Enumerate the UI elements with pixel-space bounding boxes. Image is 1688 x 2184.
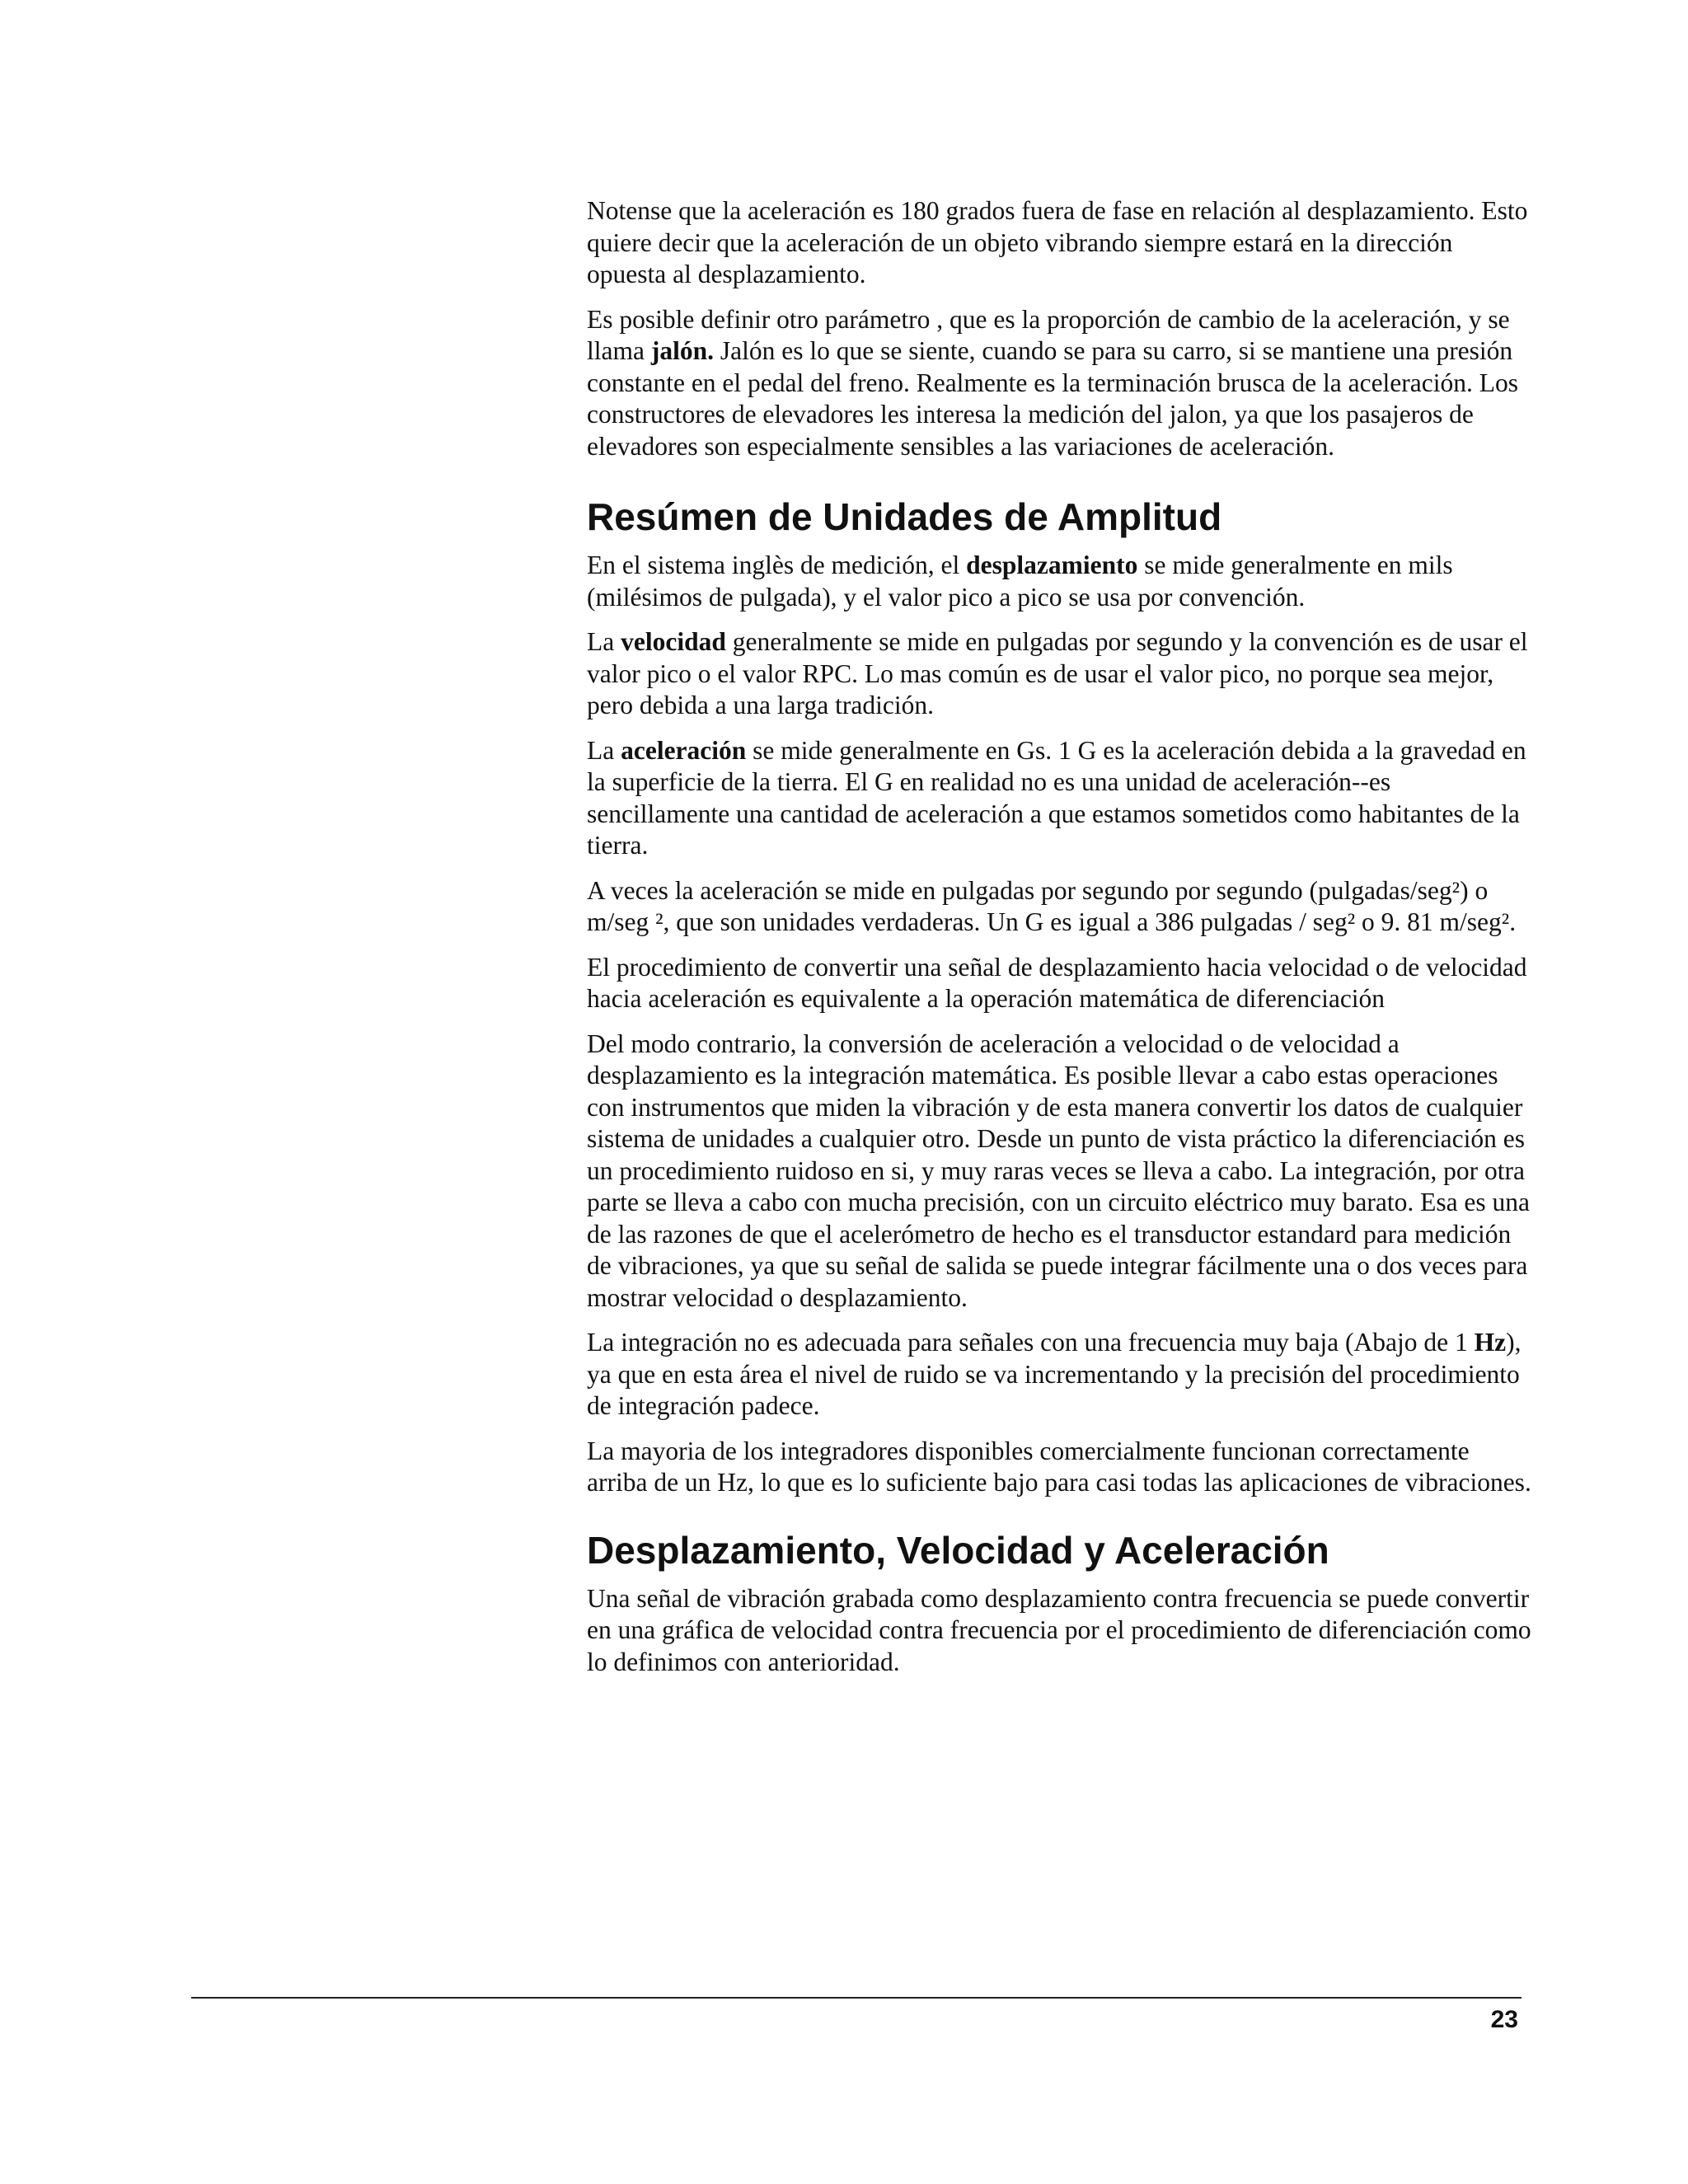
paragraph-displacement-text-a: En el sistema inglès de medición, el bbox=[587, 551, 967, 579]
term-desplazamiento: desplazamiento bbox=[966, 551, 1138, 579]
paragraph-vibration-signal: Una señal de vibración grabada como desplazamiento contra frecuencia se puede convertir en una gráfica de velocidad contra frecuencia por el procedimiento de diferenciación como lo definimos con anterioridad. bbox=[587, 1583, 1531, 1676]
section-heading-amplitude-units: Resúmen de Unidades de Amplitud bbox=[587, 495, 1222, 538]
paragraph-velocity bbox=[587, 626, 1535, 722]
paragraph-differentiation: El procedimiento de convertir una señal de desplazamiento hacia velocidad o de velocidad hacia aceleración es equivalente a la operación matemática de diferenciación bbox=[587, 952, 1527, 1013]
term-aceleracion: aceleración bbox=[621, 735, 747, 765]
paragraph-velocity-text-a: La bbox=[587, 627, 621, 656]
paragraph-acceleration-text-a: La bbox=[587, 735, 621, 765]
paragraph-acceleration bbox=[587, 735, 1535, 862]
paragraph-low-frequency-text-c: ), ya que en esta área el nivel de ruido se va incrementando y la precisión del procedimiento de integración padece. bbox=[587, 1328, 1522, 1420]
term-hz: Hz bbox=[1474, 1328, 1507, 1357]
page-body bbox=[587, 195, 1535, 1691]
paragraph-low-frequency bbox=[587, 1327, 1535, 1422]
paragraph-displacement bbox=[587, 550, 1535, 613]
page-number: 23 bbox=[1490, 2006, 1518, 2033]
paragraph-displacement-text-c: se mide generalmente en mils (milésimos de pulgada), y el valor pico a pico se usa por convención. bbox=[587, 551, 1453, 612]
term-velocidad: velocidad bbox=[621, 627, 726, 656]
term-jalon: jalón. bbox=[650, 336, 714, 365]
paragraph-integrators: La mayoria de los integradores disponibles comercialmente funcionan correctamente arriba de un Hz, lo que es lo suficiente bajo para casi todas las aplicaciones de vibraciones. bbox=[587, 1436, 1531, 1497]
paragraph-jerk bbox=[587, 304, 1535, 463]
section-heading-disp-vel-acc: Desplazamiento, Velocidad y Aceleración bbox=[587, 1528, 1329, 1572]
paragraph-units: A veces la aceleración se mide en pulgadas por segundo por segundo (pulgadas/seg²) o m/seg ², que son unidades verdaderas. Un G es igual a 386 pulgadas / seg² o 9. 81 m/seg². bbox=[587, 875, 1517, 936]
paragraph-acceleration-text-c: se mide generalmente en Gs. 1 G es la aceleración debida a la gravedad en la superficie de la tierra. El G en realidad no es una unidad de aceleración--es sencillamente una cantidad de aceleración a que estamos sometidos como habitantes de la tierra. bbox=[587, 735, 1526, 860]
paragraph-velocity-text-c: generalmente se mide en pulgadas por segundo y la convención es de usar el valor pico o el valor RPC. Lo mas común es de usar el valor pico, no porque sea mejor, pero debida a una larga tradición. bbox=[587, 627, 1528, 719]
paragraph-low-frequency-text-a: La integración no es adecuada para señales con una frecuencia muy baja (Abajo de 1 bbox=[587, 1328, 1475, 1357]
paragraph-phase: Notense que la aceleración es 180 grados fuera de fase en relación al desplazamiento. Esto quiere decir que la aceleración de un objeto vibrando siempre estará en la dirección opuesta al desplazamiento. bbox=[587, 196, 1528, 288]
paragraph-integration: Del modo contrario, la conversión de aceleración a velocidad o de velocidad a desplazamiento es la integración matemática. Es posible llevar a cabo estas operaciones con instrumentos que miden la vibración y de esta manera convertir los datos de cualquier sistema de unidades a cualquier otro. Desde un punto de vista práctico la diferenciación es un procedimiento ruidoso en si, y muy raras veces se lleva a cabo. La integración, por otra parte se lleva a cabo con mucha precisión, con un circuito eléctrico muy barato. Esa es una de las razones de que el acelerómetro de hecho es el transductor estandard para medición de vibraciones, ya que su señal de salida se puede integrar fácilmente una o dos veces para mostrar velocidad o desplazamiento. bbox=[587, 1029, 1531, 1312]
footer-divider bbox=[191, 1997, 1522, 1999]
paragraph-jerk-text-c: Jalón es lo que se siente, cuando se para su carro, si se mantiene una presión constante en el pedal del freno. Realmente es la terminación brusca de la aceleración. Los constructores de elevadores les interesa la medición del jalon, ya que los pasajeros de elevadores son especialmente sensibles a las variaciones de aceleración. bbox=[587, 336, 1518, 461]
paragraph-jerk-text-a: Es posible definir otro parámetro , que es la proporción de cambio de la aceleración, y se llama bbox=[587, 304, 1510, 365]
